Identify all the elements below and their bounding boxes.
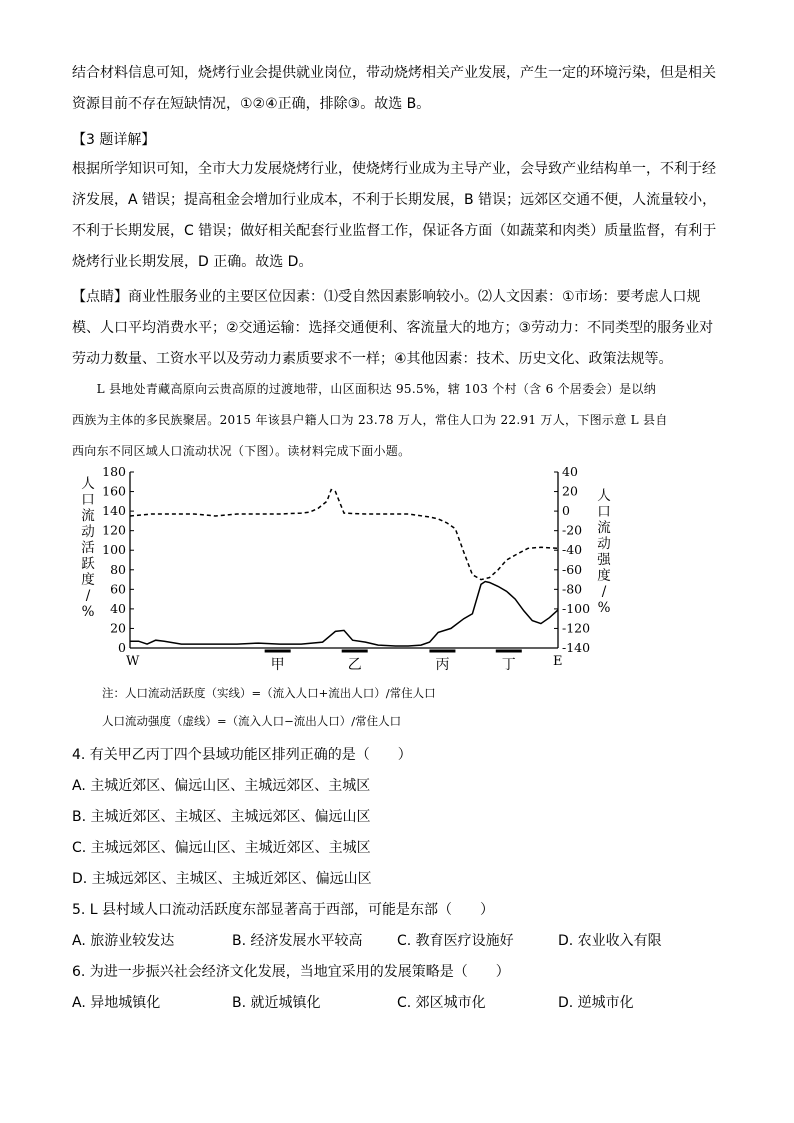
material-text bbox=[72, 374, 732, 467]
text-line: L 县地处青藏高原向云贵高原的过渡地带，山区面积达 95.5%，辖 103 个村（含 6 个居委会）是以纳 bbox=[72, 382, 657, 396]
left-tick-label: 80 bbox=[110, 561, 126, 577]
text-line: 劳动力数量、工资水平以及劳动力素质要求不一样；④其他因素：技术、历史文化、政策法规等。 bbox=[72, 351, 673, 367]
question-6-stem: 6. 为进一步振兴社会经济文化发展，当地宜采用的发展策略是（ ） bbox=[72, 964, 510, 980]
text-line: 不利于长期发展，C 错误；做好相关配套行业监督工作，保证各方面（如蔬菜和肉类）质量监督，有利于 bbox=[72, 223, 717, 239]
right-tick-label: -140 bbox=[562, 640, 591, 655]
text-line: 【点睛】商业性服务业的主要区位因素：⑴受自然因素影响较小。⑵人文因素：①市场：要考虑人口规 bbox=[72, 289, 701, 305]
q6-option-c[interactable]: C. 郊区城市化 bbox=[397, 995, 486, 1011]
right-tick-label: -100 bbox=[562, 600, 591, 616]
text-line: 西向东不同区域人口流动状况（下图）。读材料完成下面小题。 bbox=[72, 444, 411, 458]
axis-label-char: 口 bbox=[597, 504, 611, 520]
text-line: 结合材料信息可知，烧烤行业会提供就业岗位，带动烧烤相关产业发展，产生一定的环境污染，但是相关 bbox=[72, 65, 716, 81]
region-label: 丙 bbox=[435, 657, 450, 673]
axis-label-char: 动 bbox=[81, 524, 95, 540]
right-tick-label: 40 bbox=[562, 464, 578, 479]
axis-label-char: 强 bbox=[597, 552, 611, 568]
region-label: 甲 bbox=[270, 657, 285, 673]
intensity-series-line bbox=[130, 490, 558, 580]
left-tick-label: 20 bbox=[110, 620, 126, 636]
axis-label-char: 人 bbox=[597, 488, 611, 504]
axis-label-char: 动 bbox=[597, 536, 611, 552]
axis-label-char: 人 bbox=[81, 476, 95, 492]
q4-option-a[interactable]: A. 主城近郊区、偏远山区、主城远郊区、主城区 bbox=[72, 778, 371, 794]
x-end-label: E bbox=[553, 654, 563, 669]
right-tick-label: -120 bbox=[562, 620, 591, 636]
q5-option-a[interactable]: A. 旅游业较发达 bbox=[72, 933, 175, 949]
q6-option-d[interactable]: D. 逆城市化 bbox=[558, 995, 634, 1011]
right-tick-label: 0 bbox=[562, 503, 570, 519]
axis-label-char: / bbox=[85, 588, 91, 604]
chart-note-2: 人口流动强度（虚线）=（流入人口−流出人口）/常住人口 bbox=[102, 714, 402, 728]
right-tick-label: 20 bbox=[562, 483, 578, 499]
q4-option-d[interactable]: D. 主城远郊区、主城区、主城近郊区、偏远山区 bbox=[72, 871, 372, 887]
left-axis-ticks bbox=[102, 464, 134, 655]
question-5-stem: 5. L 县村域人口流动活跃度东部显著高于西部，可能是东部（ ） bbox=[72, 902, 495, 918]
answer-2-explanation bbox=[72, 58, 722, 120]
q5-option-b[interactable]: B. 经济发展水平较高 bbox=[232, 933, 363, 949]
left-tick-label: 140 bbox=[102, 503, 126, 519]
text-line: 资源目前不存在短缺情况，①②④正确，排除③。故选 B。 bbox=[72, 96, 431, 112]
left-tick-label: 120 bbox=[102, 522, 126, 538]
population-flow-chart bbox=[72, 462, 632, 682]
text-line: 模、人口平均消费水平；②交通运输：选择交通便利、客流量大的地方；③劳动力：不同类型的服务业对 bbox=[72, 320, 714, 336]
axis-label-char: 口 bbox=[81, 492, 95, 508]
right-tick-label: -20 bbox=[562, 522, 583, 538]
right-axis-ticks bbox=[554, 464, 590, 655]
q6-option-a[interactable]: A. 异地城镇化 bbox=[72, 995, 161, 1011]
q5-option-c[interactable]: C. 教育医疗设施好 bbox=[397, 933, 514, 949]
x-start-label: W bbox=[126, 654, 140, 669]
axis-label-char: % bbox=[597, 600, 611, 616]
comment-section bbox=[72, 282, 722, 375]
right-axis-label bbox=[597, 488, 611, 616]
text-line: 烧烤行业长期发展，D 正确。故选 D。 bbox=[72, 254, 313, 270]
chart-note-1: 注：人口流动活跃度（实线）=（流入人口+流出人口）/常住人口 bbox=[102, 686, 436, 700]
axis-label-char: 跃 bbox=[81, 556, 95, 572]
left-tick-label: 0 bbox=[118, 640, 126, 655]
region-label: 乙 bbox=[347, 657, 362, 673]
left-tick-label: 100 bbox=[102, 542, 126, 558]
axis-label-char: 流 bbox=[81, 508, 95, 524]
left-tick-label: 180 bbox=[102, 464, 126, 479]
answer-3-explanation bbox=[72, 154, 722, 278]
region-markers bbox=[265, 651, 522, 673]
text-line: 根据所学知识可知，全市大力发展烧烤行业，使烧烤行业成为主导产业，会导致产业结构单一，不利于经 bbox=[72, 161, 716, 177]
axis-label-char: 活 bbox=[81, 540, 95, 556]
axis-label-char: 度 bbox=[597, 568, 611, 584]
text-line: 西族为主体的多民族聚居。2015 年该县户籍人口为 23.78 万人，常住人口为 22.91 万人，下图示意 L 县自 bbox=[72, 413, 668, 427]
axis-label-char: % bbox=[81, 604, 95, 620]
right-tick-label: -60 bbox=[562, 561, 583, 577]
q5-option-d[interactable]: D. 农业收入有限 bbox=[558, 933, 662, 949]
axis-label-char: 度 bbox=[81, 572, 95, 588]
q3-heading: 【3 题详解】 bbox=[72, 132, 156, 148]
text-line: 济发展，A 错误；提高租金会增加行业成本，不利于长期发展，B 错误；远郊区交通不便，人流量较小， bbox=[72, 192, 717, 208]
right-tick-label: -80 bbox=[562, 581, 583, 597]
region-label: 丁 bbox=[501, 657, 516, 673]
left-tick-label: 40 bbox=[110, 600, 126, 616]
axis-label-char: 流 bbox=[597, 520, 611, 536]
activity-series-line bbox=[130, 582, 558, 647]
q4-option-b[interactable]: B. 主城近郊区、主城区、主城远郊区、偏远山区 bbox=[72, 809, 371, 825]
right-tick-label: -40 bbox=[562, 542, 583, 558]
left-axis-label bbox=[81, 476, 95, 620]
question-4-stem: 4. 有关甲乙丙丁四个县域功能区排列正确的是（ ） bbox=[72, 747, 412, 763]
left-tick-label: 160 bbox=[102, 483, 126, 499]
left-tick-label: 60 bbox=[110, 581, 126, 597]
q6-option-b[interactable]: B. 就近城镇化 bbox=[232, 995, 321, 1011]
axis-label-char: / bbox=[601, 584, 607, 600]
q4-option-c[interactable]: C. 主城远郊区、偏远山区、主城近郊区、主城区 bbox=[72, 840, 371, 856]
